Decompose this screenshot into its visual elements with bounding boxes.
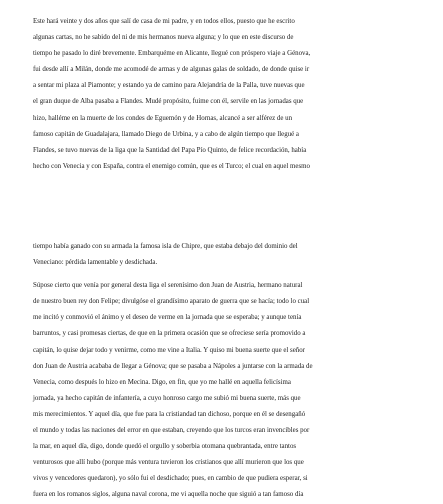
text-line: Veneciano: pérdida lamentable y desdichada. — [33, 259, 158, 267]
text-line: tiempo he pasado lo diré brevemente. Embarquéme en Alicante, llegué con próspero viaje a Génova, — [33, 50, 311, 58]
text-line: fui desde allí a Milán, donde me acomodé de armas y de algunas galas de soldado, de donde quise ir — [33, 66, 310, 74]
text-line: Venecia, como después lo hizo en Mecina. Digo, en fin, que yo me hallé en aquella felicísima — [33, 378, 291, 386]
text-line: barruntos, y casi promesas ciertas, de que en la primera ocasión que se ofreciese sería promovido a — [33, 330, 306, 338]
text-line: de nuestro buen rey don Felipe; divulgóse el grandísimo aparato de guerra que se hacía; todo lo cual — [33, 298, 310, 306]
text-line: vivos y vencedores quedaron), yo sólo fui el desdichado; pues, en cambio de que pudiera esperar, si — [33, 475, 308, 483]
text-line: famoso capitán de Guadalajara, llamado Diego de Urbina, y a cabo de algún tiempo que llegué a — [33, 130, 299, 138]
text-line: capitán, lo quise dejar todo y venirme, como me vine a Italia. Y quiso mi buena suerte que el señor — [33, 346, 305, 354]
text-line: mis merecimientos. Y aquel día, que fue para la cristiandad tan dichoso, porque en él se desengañó — [33, 410, 306, 418]
text-line: el gran duque de Alba pasaba a Flandes. Mudé propósito, fuime con él, servile en las jornadas que — [33, 98, 304, 106]
text-line: jornada, ya hecho capitán de infantería, a cuyo honroso cargo me subió mi buena suerte, más que — [33, 394, 301, 402]
text-line: a sentar mi plaza al Piamonte; y estando ya de camino para Alejandría de la Palla, tuve nuevas que — [33, 82, 305, 90]
text-line: me incitó y conmovió el ánimo y el deseo de verme en la jornada que se esperaba; y aunque tenía — [33, 314, 302, 322]
text-line: hizo, halléme en la muerte de los condes de Eguemón y de Hornas, alcancé a ser alférez de un — [33, 114, 293, 122]
text-line: la mar, en aquel día, digo, donde quedó el orgullo y soberbia otomana quebrantada, entre tantos — [33, 443, 297, 451]
text-line: Súpose cierto que venía por general desta liga el serenísimo don Juan de Austria, hermano natural — [33, 282, 303, 290]
text-line: Flandes, se tuvo nuevas de la liga que la Santidad del Papa Pío Quinto, de felice recordación, había — [33, 146, 307, 154]
paragraph-gap — [33, 271, 417, 278]
text-line: don Juan de Austria acababa de llegar a Génova; que se pasaba a Nápoles a juntarse con la armada de — [33, 362, 313, 370]
text-line: algunas cartas, no he sabido del ni de mis hermanos nueva alguna; y lo que en este discurso de — [33, 34, 294, 42]
text-line: el mundo y todas las naciones del error en que estaban, creyendo que los turcos eran invencibles por — [33, 427, 310, 435]
text-line: tiempo había ganado con su armada la famosa isla de Chipre, que estaba debajo del dominio del — [33, 243, 298, 250]
text-line: venturosos que allí hubo (porque más ventura tuvieron los cristianos que allí murieron que los que — [33, 459, 304, 467]
text-block-bottom — [33, 239, 417, 504]
text-block-top — [33, 14, 417, 175]
text-line: hecho con Venecia y con España, contra el enemigo común, que es el Turco; el cual en aquel mesmo — [33, 162, 310, 170]
text-line: Este hará veinte y dos años que salí de casa de mi padre, y en todos ellos, puesto que he escrito — [33, 18, 295, 25]
text-line: fuera en los romanos siglos, alguna naval corona, me vi aquella noche que siguió a tan famoso día — [33, 491, 304, 499]
